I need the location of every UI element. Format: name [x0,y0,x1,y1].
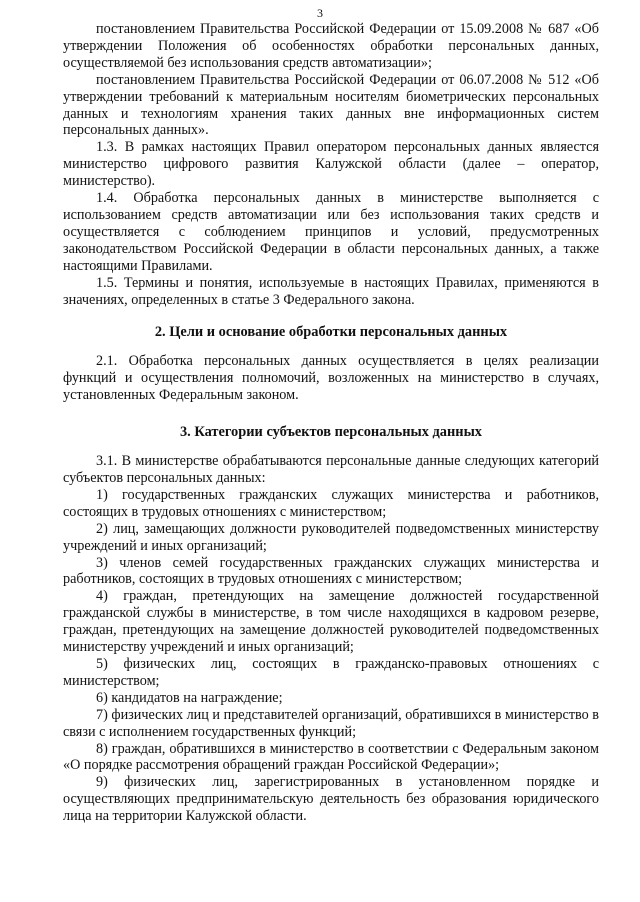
paragraph-1-4: 1.4. Обработка персональных данных в министерстве выполняется с использованием средств автоматизации или без использования таких средств и осуществляется с соблюдением принципов и условий, предусмотренных законодательством Российской Федерации в области персональных данных, а также настоящими Правилами. [63,190,599,274]
list-item: 1) государственных гражданских служащих министерства и работников, состоящих в трудовых отношениях с министерством; [63,486,599,520]
list-item: 5) физических лиц, состоящих в гражданско-правовых отношениях с министерством; [63,656,599,689]
document-body [63,21,599,825]
section-2-heading: 2. Цели и основание обработки персональных данных [154,324,508,341]
paragraph-1-5: 1.5. Термины и понятия, используемые в настоящих Правилах, применяются в значениях, определенных в статье 3 Федерального закона. [63,274,599,308]
paragraph-decree-512: постановлением Правительства Российской Федерации от 06.07.2008 № 512 «Об утверждении требований к материальным носителям биометрических персональных данных и технологиям хранения таких данных вне информационных систем персональных данных». [63,71,599,139]
list-item: 7) физических лиц и представителей организаций, обратившихся в министерство в связи с исполнением государственных функций; [63,706,599,740]
list-item: 3) членов семей государственных гражданских служащих министерства и работников, состоящих в трудовых отношениях с министерством; [63,554,599,588]
list-item: 9) физических лиц, зарегистрированных в установленном порядке и осуществляющих предпринимательскую деятельность без образования юридического лица на территории Калужской области. [63,774,599,825]
paragraph-2-1: 2.1. Обработка персональных данных осуществляется в целях реализации функций и осуществления полномочий, возложенных на министерство в случаях, установленных Федеральным законом. [63,353,599,404]
paragraph-decree-687: постановлением Правительства Российской Федерации от 15.09.2008 № 687 «Об утверждении Положения об особенностях обработки персональных данных, осуществляемой без использования средств автоматизации»; [63,21,599,71]
paragraph-1-3: 1.3. В рамках настоящих Правил оператором персональных данных являестся министерство цифрового развития Калужской области (далее – оператор, министерство). [63,139,599,190]
list-item: 2) лиц, замещающих должности руководителей подведомственных министерству учреждений и иных организаций; [63,520,599,554]
list-item: 4) граждан, претендующих на замещение должностей государственной гражданской службы в министерстве, в том числе находящихся в кадровом резерве, граждан, претендующих на замещение должностей руководителей подведомственных министерству учреждений и иных организаций; [63,588,599,656]
paragraph-3-1: 3.1. В министерстве обрабатываются персональные данные следующих категорий субъектов персональных данных: [63,453,599,487]
page-number: 3 [317,6,323,20]
section-3-heading: 3. Категории субъектов персональных данных [179,424,483,441]
list-item: 8) граждан, обратившихся в министерство в соответствии с Федеральным законом «О порядке рассмотрения обращений граждан Российской Федерации»; [63,740,599,774]
list-item: 6) кандидатов на награждение; [96,689,283,706]
